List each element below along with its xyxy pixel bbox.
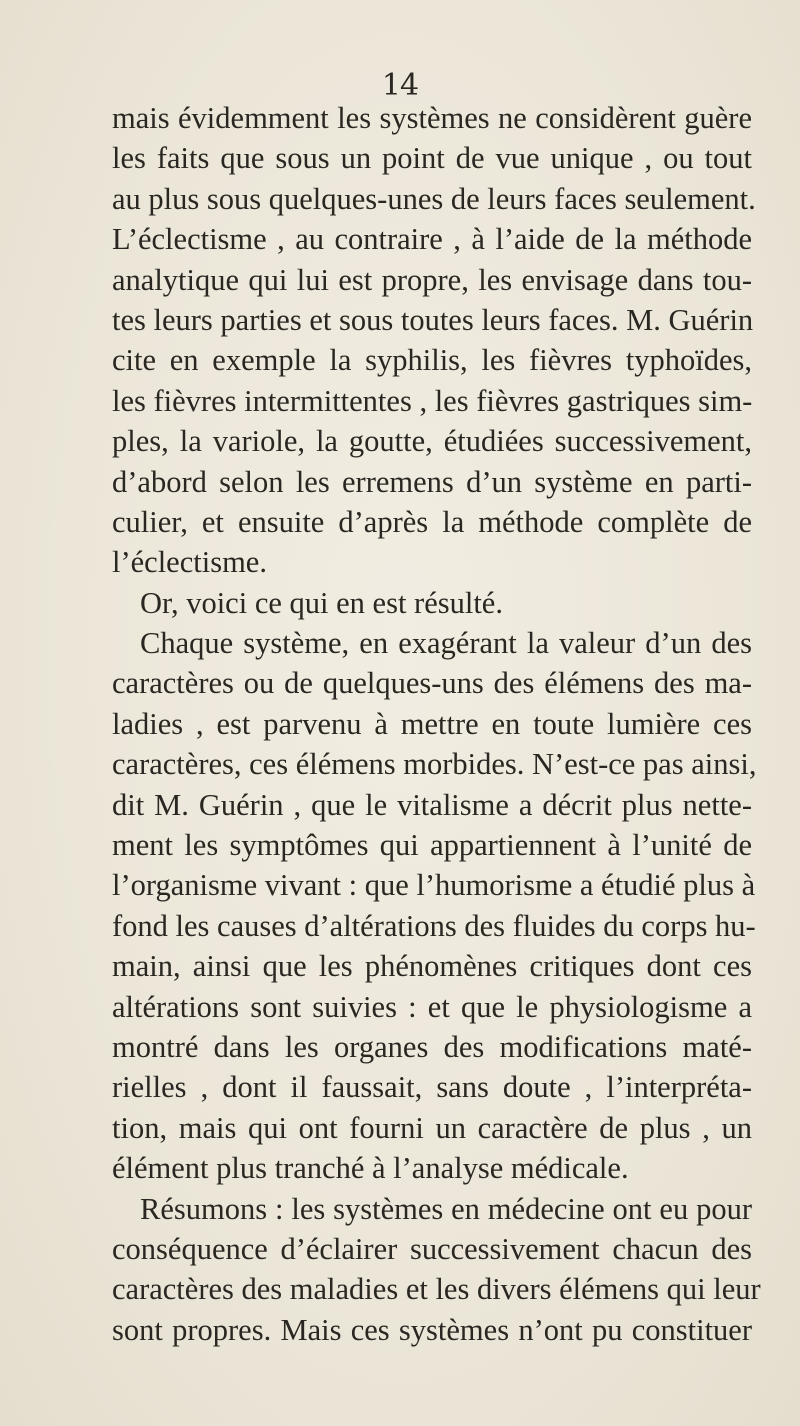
text-line: conséquence d’éclairer successivement chacun des — [112, 1231, 752, 1266]
text-line: Chaque système, en exagérant la valeur d’un des — [140, 626, 752, 661]
text-line: élément plus tranché à l’analyse médicale. — [112, 1151, 629, 1186]
text-line: Or, voici ce qui en est résulté. — [140, 585, 503, 620]
text-line: les fièvres intermittentes , les fièvres gastriques sim- — [112, 383, 753, 418]
text-line: rielles , dont il faussait, sans doute , l’interpréta- — [112, 1070, 752, 1105]
text-line: montré dans les organes des modifications maté- — [112, 1029, 752, 1064]
text-line: cite en exemple la syphilis, les fièvres typhoïdes, — [112, 343, 752, 378]
text-line: main, ainsi que les phénomènes critiques dont ces — [112, 949, 752, 984]
text-line: caractères, ces élémens morbides. N’est-ce pas ainsi, — [112, 747, 757, 782]
text-line: mais évidemment les systèmes ne considèrent guère — [112, 101, 752, 135]
text-line: sont propres. Mais ces systèmes n’ont pu constituer — [112, 1312, 752, 1347]
text-line: Résumons : les systèmes en médecine ont eu pour — [140, 1191, 752, 1226]
text-line: analytique qui lui est propre, les envisage dans tou- — [112, 262, 752, 297]
text-line: dit M. Guérin , que le vitalisme a décrit plus nette- — [112, 787, 752, 822]
text-line: tion, mais qui ont fourni un caractère de plus , un — [112, 1110, 752, 1145]
text-line: ples, la variole, la goutte, étudiées successivement, — [112, 424, 752, 459]
text-line: L’éclectisme , au contraire , à l’aide de la méthode — [112, 222, 752, 257]
text-line: caractères ou de quelques-uns des élémens des ma- — [112, 666, 752, 701]
text-line: ment les symptômes qui appartiennent à l’unité de — [112, 828, 752, 863]
text-line: altérations sont suivies : et que le physiologisme a — [112, 989, 752, 1024]
text-line: fond les causes d’altérations des fluides du corps hu- — [112, 908, 756, 943]
text-line: d’abord selon les erremens d’un système en parti- — [112, 464, 752, 499]
body-text — [112, 98, 761, 1350]
text-line: au plus sous quelques-unes de leurs faces seulement. — [112, 181, 756, 216]
text-line: culier, et ensuite d’après la méthode complète de — [112, 504, 752, 539]
text-line: caractères des maladies et les divers élémens qui leur — [112, 1272, 761, 1307]
text-line: l’organisme vivant : que l’humorisme a étudié plus à — [112, 868, 756, 903]
text-line: l’éclectisme. — [112, 545, 267, 580]
text-line: tes leurs parties et sous toutes leurs faces. M. Guérin — [112, 302, 754, 337]
text-line: les faits que sous un point de vue unique , ou tout — [112, 141, 752, 176]
text-line: ladies , est parvenu à mettre en toute lumière ces — [112, 706, 752, 741]
page-number: 14 — [381, 68, 419, 103]
